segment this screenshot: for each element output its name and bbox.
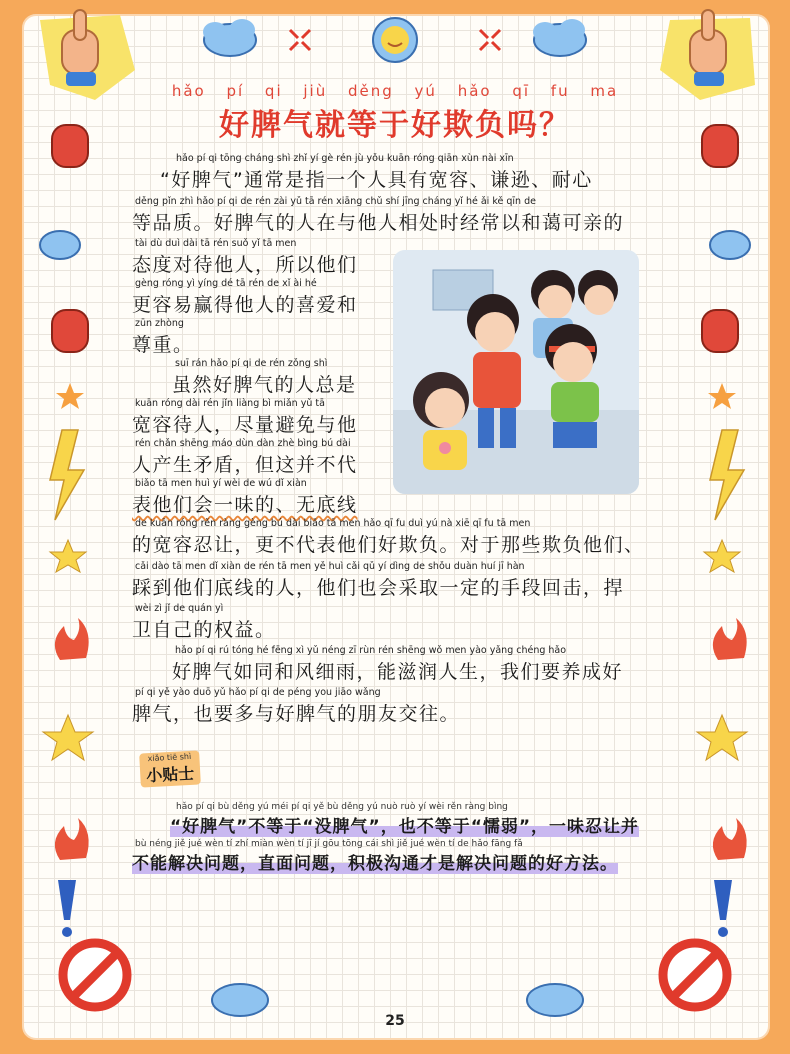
children-illustration: [393, 250, 639, 494]
pinyin-line: wèi zì jǐ de quán yì: [135, 603, 224, 614]
angry-cloud-icon: [533, 19, 586, 56]
text-line: 脾气，也要多与好脾气的朋友交往。: [132, 703, 461, 725]
pinyin-line: gèng róng yì yíng dé tā rén de xǐ ài hé: [135, 278, 317, 289]
smiling-sun-icon: [373, 18, 417, 62]
angry-cloud-icon: [203, 19, 256, 56]
exclamation-icon: [58, 880, 732, 937]
pinyin-line: hǎo pí qi rú tóng hé fēng xì yǔ néng zī rùn rén shēng wǒ men yào yǎng chéng hǎo: [175, 645, 567, 656]
text-line: “好脾气”通常是指一个人具有宽容、谦逊、耐心: [160, 169, 593, 191]
prohibition-icon: [63, 943, 727, 1007]
tip-label: 小贴士: [145, 763, 195, 786]
pinyin-line: de kuān róng rěn ràng gèng bú dài biǎo tā men hǎo qī fu duì yú nà xiē qī fu tā men: [135, 518, 531, 529]
page-title: 好脾气就等于好欺负吗？: [219, 108, 571, 143]
tip-label-pinyin: xiǎo tiē shì: [147, 751, 192, 764]
text-line: 卫自己的权益。: [132, 619, 276, 641]
text-line: 宽容待人，尽量避免与他: [132, 414, 358, 436]
children-scene-image: [393, 250, 639, 494]
tip-label-tag: [139, 750, 201, 787]
text-line: 表他们会一味的、无底线: [132, 494, 358, 516]
pinyin-line: pí qi yě yào duō yǔ hǎo pí qi de péng you jiāo wǎng: [135, 687, 381, 698]
tip-text-line: “好脾气”不等于“没脾气”，也不等于“懦弱”，一味忍让并: [170, 812, 639, 837]
page-number: 25: [385, 1013, 405, 1029]
pinyin-line: děng pǐn zhì hǎo pí qi de rén zài yǔ tā rén xiāng chǔ shí jīng cháng yǐ hé ǎi kě qīn de: [135, 196, 536, 207]
tip-pinyin-line: bù néng jiě jué wèn tí zhí miàn wèn tí jī jí gōu tōng cái shì jiě jué wèn tí de hǎo fāng fǎ: [135, 839, 523, 849]
tip-pinyin-line: hǎo pí qi bù děng yú méi pí qi yě bù děng yú nuò ruò yí wèi rěn ràng bìng: [176, 802, 508, 812]
storm-cloud-icon: [212, 984, 583, 1016]
pinyin-line: suī rán hǎo pí qi de rén zǒng shì: [175, 358, 328, 369]
text-line: 更容易赢得他人的喜爱和: [132, 294, 358, 316]
pinyin-line: biǎo tā men huì yí wèi de wú dǐ xiàn: [135, 478, 307, 489]
text-line: 虽然好脾气的人总是: [172, 374, 357, 396]
text-line: 人产生矛盾，但这并不代: [132, 454, 358, 476]
pinyin-line: zūn zhòng: [135, 318, 184, 329]
text-line: 等品质。好脾气的人在与他人相处时经常以和蔼可亲的: [132, 212, 625, 234]
text-line: 的宽容忍让，更不代表他们好欺负。对于那些欺负他们、: [132, 534, 645, 556]
tip-text-line: 不能解决问题，直面问题，积极沟通才是解决问题的好方法。: [132, 849, 618, 874]
pinyin-line: rén chǎn shēng máo dùn dàn zhè bìng bú dài: [135, 438, 351, 449]
pinyin-line: tài dù duì dài tā rén suǒ yǐ tā men: [135, 238, 297, 249]
pinyin-line: kuān róng dài rén jǐn liàng bì miǎn yǔ tā: [135, 398, 325, 409]
title-pinyin: hǎo pí qi jiù děng yú hǎo qī fu ma: [171, 82, 619, 100]
text-line: 尊重。: [132, 334, 194, 356]
text-line: 态度对待他人，所以他们: [132, 254, 358, 276]
pinyin-line: cǎi dào tā men dǐ xiàn de rén tā men yě huì cǎi qǔ yí dìng de shǒu duàn huí jī hàn: [135, 561, 525, 572]
text-line: 踩到他们底线的人，他们也会采取一定的手段回击，捍: [132, 577, 625, 599]
text-line: 好脾气如同和风细雨，能滋润人生，我们要养成好: [172, 661, 624, 683]
pinyin-line: hǎo pí qi tōng cháng shì zhǐ yí gè rén jù yǒu kuān róng qiān xùn nài xīn: [176, 153, 514, 164]
